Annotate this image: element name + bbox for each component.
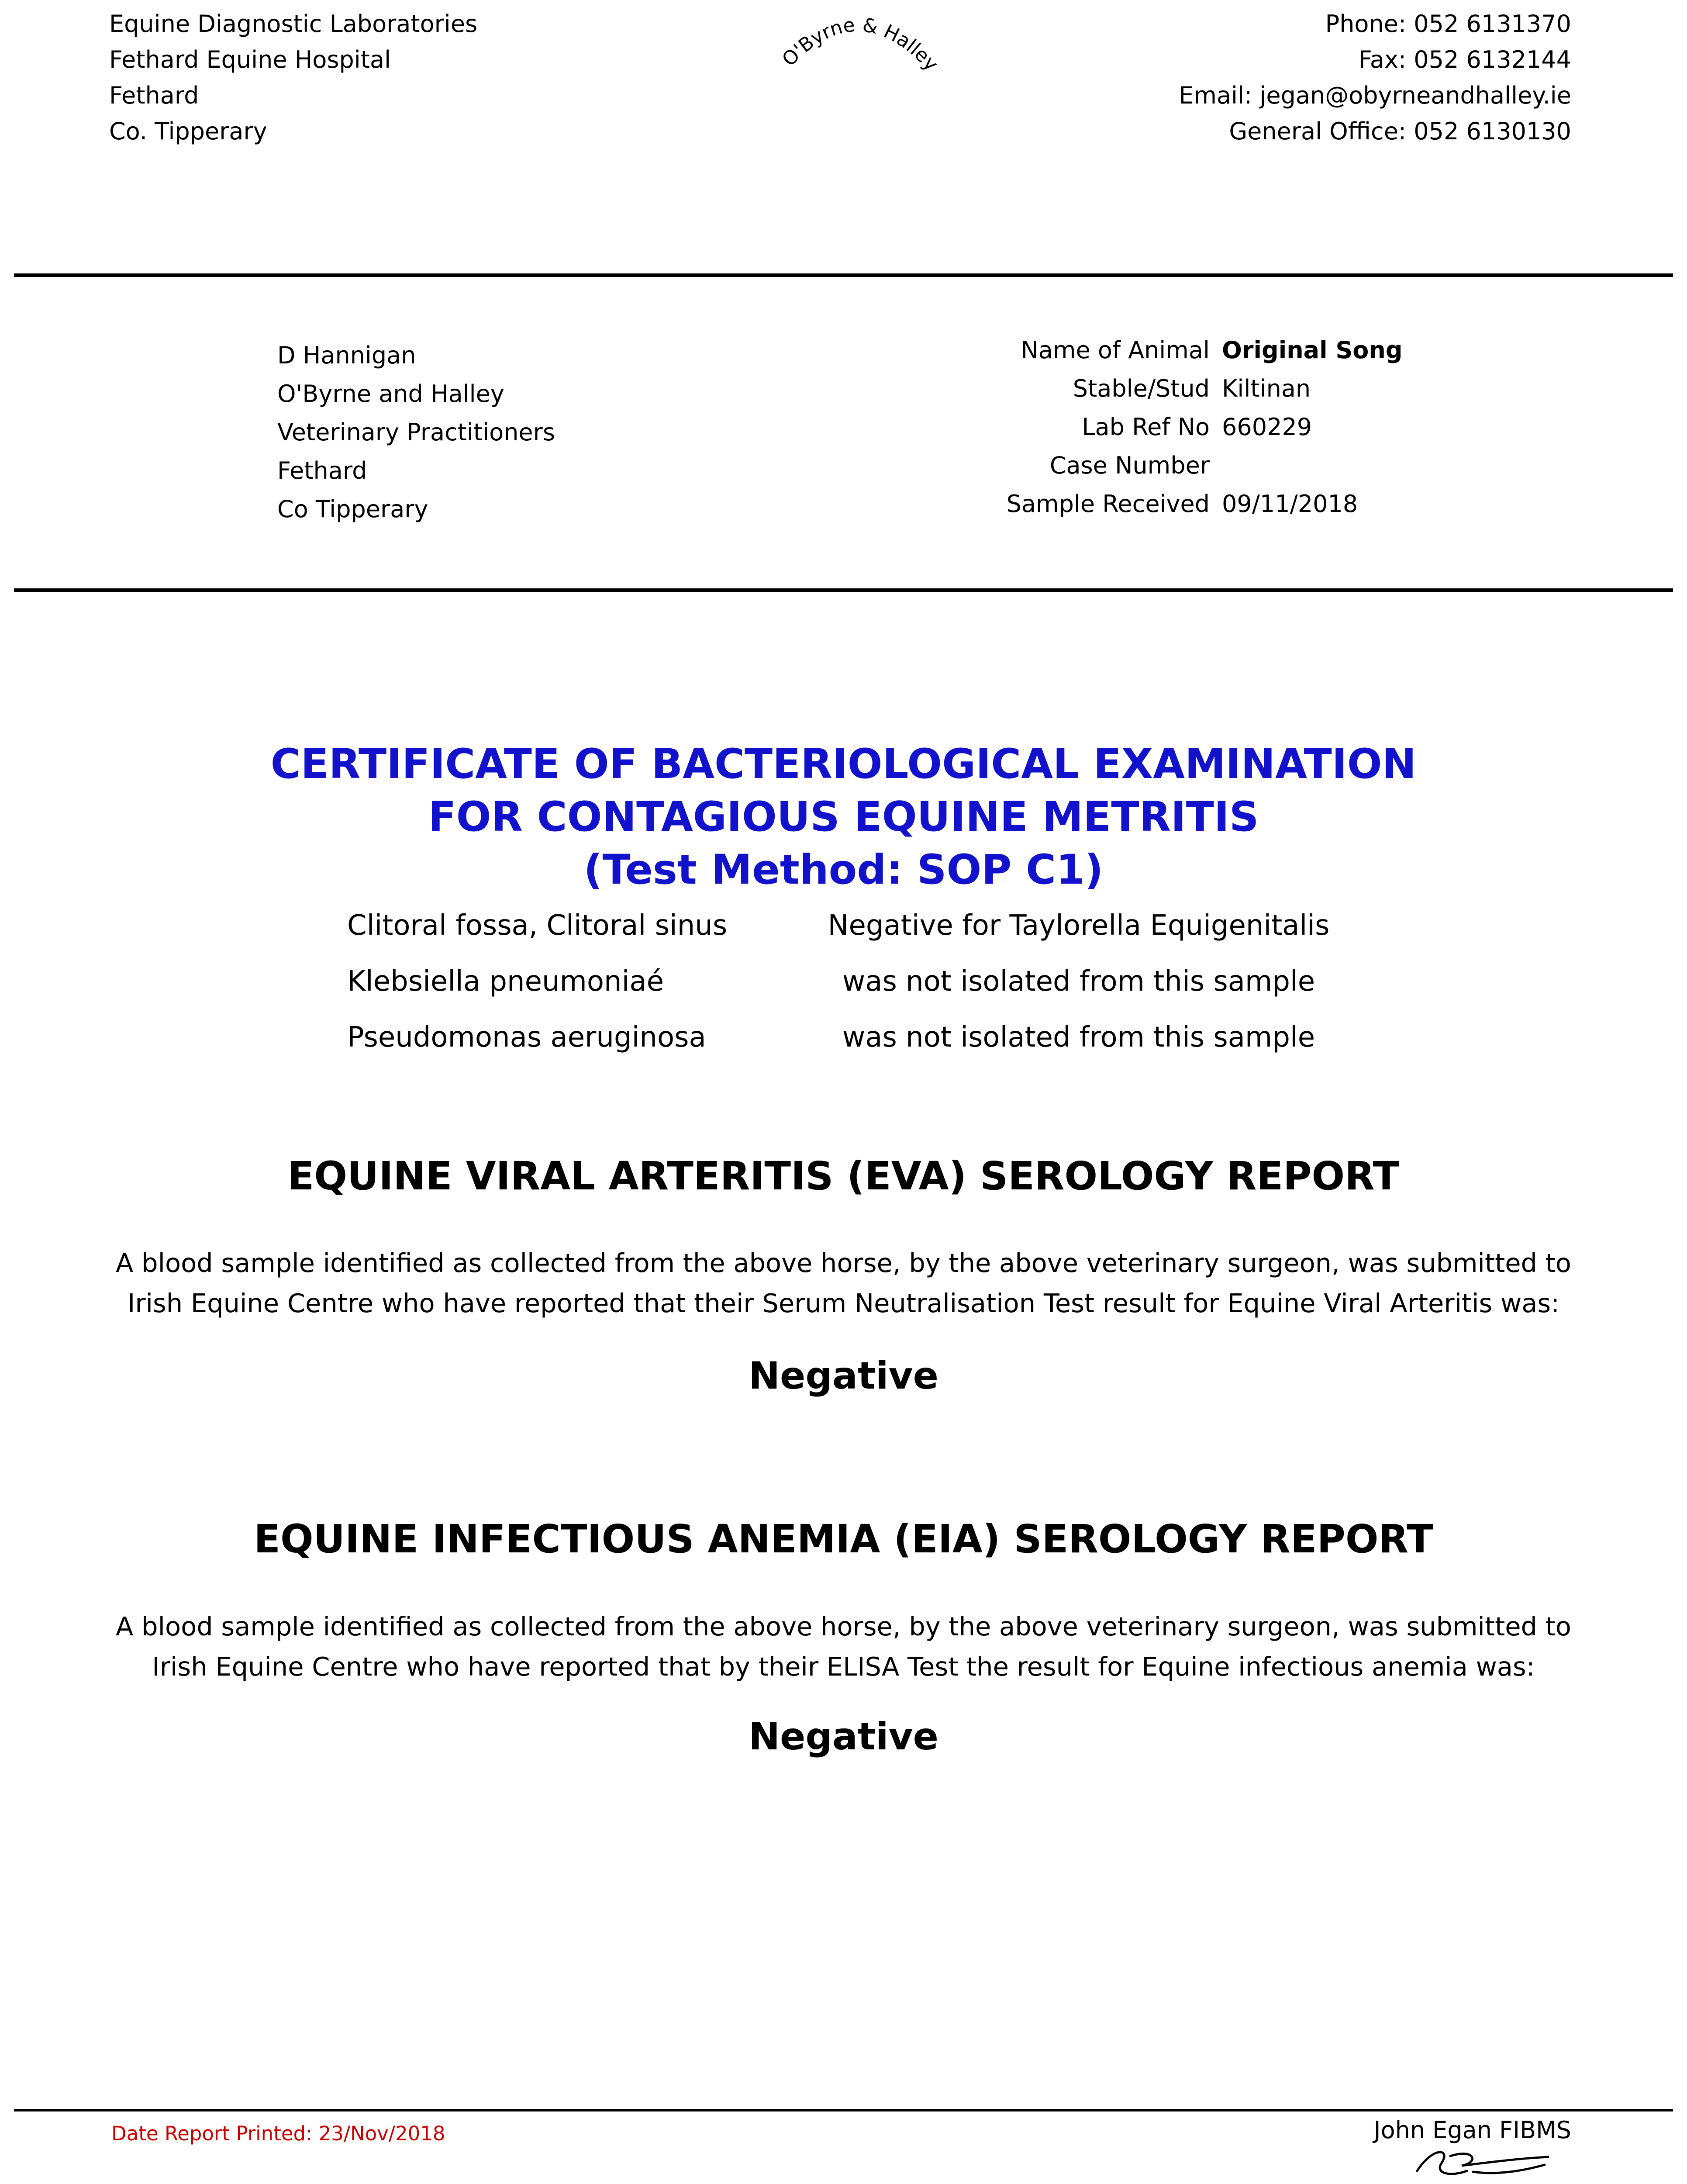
case-detail-row — [799, 490, 1403, 529]
recipient-address-block — [277, 336, 555, 529]
horizontal-rule — [14, 588, 1673, 592]
cem-test-name: Clitoral fossa, Clitoral sinus — [347, 909, 728, 942]
eva-report-title: EQUINE VIRAL ARTERITIS (EVA) SEROLOGY REPORT — [287, 1153, 1400, 1199]
cem-result-row — [0, 1021, 1687, 1077]
horizontal-rule — [14, 273, 1673, 277]
fax-line: Fax: 052 6132144 — [1358, 46, 1571, 73]
lab-contact-block — [1179, 6, 1571, 149]
eva-result: Negative — [749, 1354, 938, 1398]
case-detail-row — [799, 336, 1403, 375]
eia-result: Negative — [749, 1715, 938, 1759]
animal-name-value: Original Song — [1222, 336, 1403, 364]
eia-report-title: EQUINE INFECTIOUS ANEMIA (EIA) SEROLOGY REPORT — [254, 1516, 1433, 1562]
lab-address-line: Fethard Equine Hospital — [109, 46, 391, 73]
recipient-line: Fethard — [277, 457, 367, 484]
sample-received-value: 09/11/2018 — [1222, 490, 1358, 518]
case-detail-label: Name of Animal — [1021, 336, 1210, 364]
case-details-block — [799, 336, 1403, 529]
horizontal-rule — [14, 2109, 1673, 2111]
cem-result-row — [0, 909, 1687, 965]
svg-text:O'Byrne & Halley — [778, 14, 942, 76]
cem-test-result: was not isolated from this sample — [842, 1021, 1315, 1054]
general-office-line: General Office: 052 6130130 — [1229, 117, 1571, 145]
cem-title-line: FOR CONTAGIOUS EQUINE METRITIS — [428, 793, 1259, 841]
eia-body-line: A blood sample identified as collected from the above horse, by the above veterinary surgeon, was submitted to — [116, 1611, 1571, 1641]
eia-body-line: Irish Equine Centre who have reported that by their ELISA Test the result for Equine infectious anemia was: — [152, 1652, 1535, 1682]
recipient-line: O'Byrne and Halley — [277, 380, 504, 408]
cem-title-line: (Test Method: SOP C1) — [583, 846, 1104, 894]
eva-body-line: Irish Equine Centre who have reported that their Serum Neutralisation Test result for Equine Viral Arteritis was: — [127, 1288, 1560, 1318]
case-detail-row — [799, 413, 1403, 452]
phone-line: Phone: 052 6131370 — [1325, 10, 1571, 38]
case-detail-label: Lab Ref No — [1082, 413, 1210, 441]
case-detail-label: Stable/Stud — [1073, 375, 1210, 402]
eva-body-line: A blood sample identified as collected from the above horse, by the above veterinary surgeon, was submitted to — [116, 1248, 1571, 1278]
cem-test-name: Pseudomonas aeruginosa — [347, 1021, 706, 1054]
recipient-line: Co Tipperary — [277, 495, 428, 523]
signature-image — [1408, 2144, 1556, 2184]
cem-test-name: Klebsiella pneumoniaé — [347, 965, 664, 998]
signatory-name: John Egan FIBMS — [1373, 2116, 1571, 2144]
logo-text: O'Byrne & Halley — [778, 14, 943, 76]
cem-test-result: was not isolated from this sample — [842, 965, 1315, 998]
cem-certificate-title — [0, 738, 1687, 896]
case-detail-row — [799, 375, 1403, 413]
practice-logo — [742, 0, 969, 110]
cem-title-line: CERTIFICATE OF BACTERIOLOGICAL EXAMINATION — [270, 740, 1417, 788]
cem-results-table — [0, 909, 1687, 1077]
recipient-line: Veterinary Practitioners — [277, 418, 555, 446]
lab-address-line: Fethard — [109, 82, 199, 109]
cem-result-row — [0, 965, 1687, 1021]
case-detail-label: Sample Received — [1006, 490, 1210, 518]
eva-report-body — [0, 1243, 1687, 1324]
recipient-line: D Hannigan — [277, 342, 416, 369]
lab-address-line: Co. Tipperary — [109, 117, 267, 145]
case-detail-label: Case Number — [1049, 452, 1210, 479]
case-detail-row — [799, 452, 1403, 490]
stable-stud-value: Kiltinan — [1222, 375, 1311, 402]
date-report-printed: Date Report Printed: 23/Nov/2018 — [111, 2122, 445, 2145]
eia-report-body — [0, 1607, 1687, 1687]
lab-ref-value: 660229 — [1222, 413, 1312, 441]
email-line: Email: jegan@obyrneandhalley.ie — [1179, 82, 1571, 109]
cem-test-result: Negative for Taylorella Equigenitalis — [828, 909, 1330, 942]
lab-address-block — [109, 6, 477, 149]
lab-name: Equine Diagnostic Laboratories — [109, 10, 478, 38]
